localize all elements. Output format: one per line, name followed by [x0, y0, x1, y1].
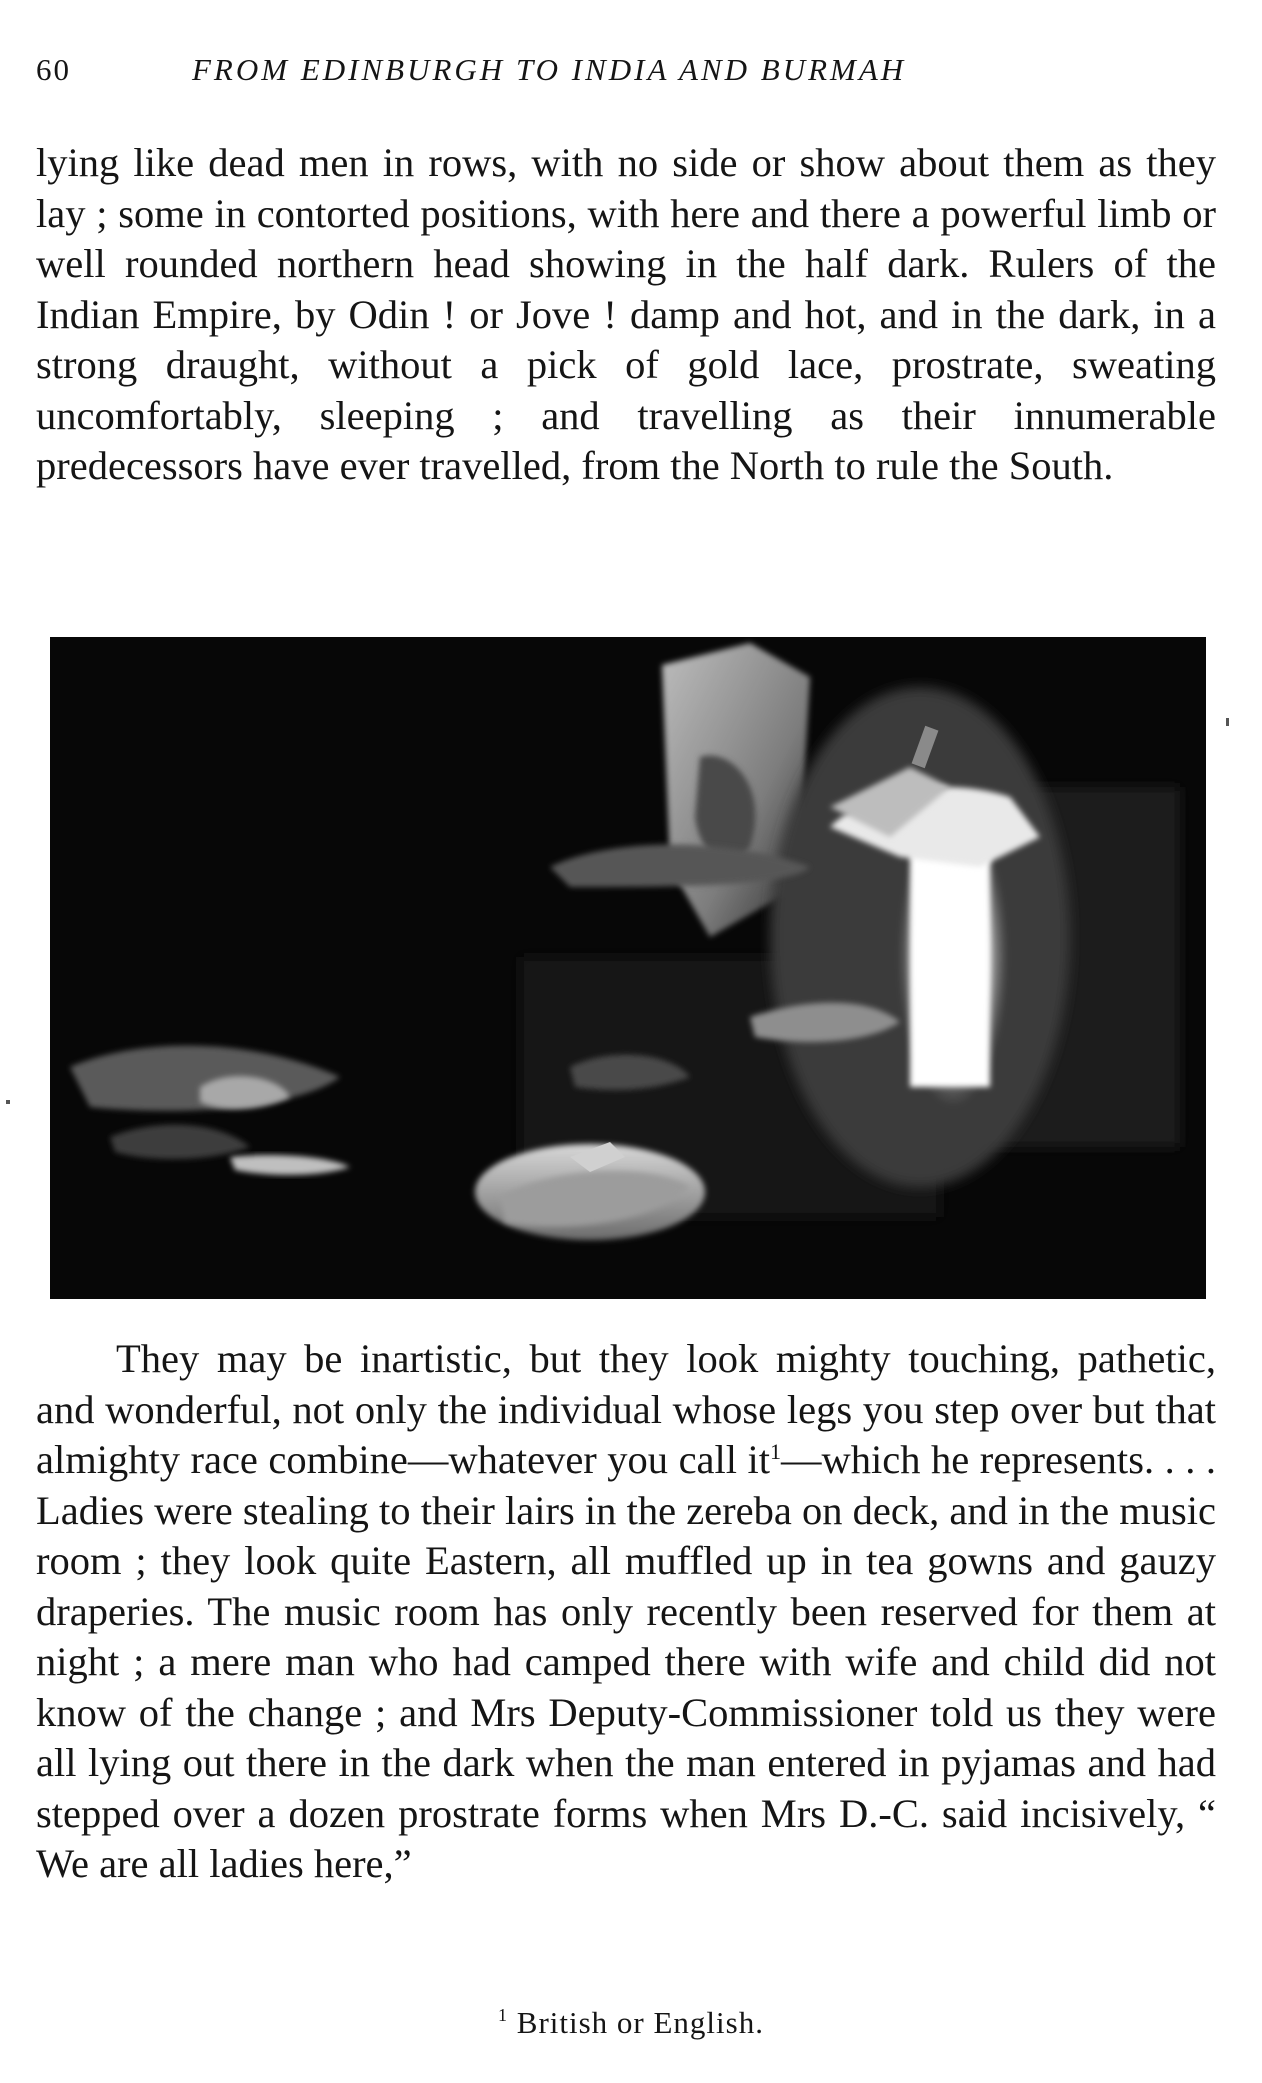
- page-number: 60: [36, 52, 71, 87]
- photograph-sleepers-on-deck: [50, 637, 1206, 1299]
- margin-speck: [6, 1100, 10, 1104]
- paragraph-1: lying like dead men in rows, with no side or show about them as they lay ; some in contorted positions, with here and there a powerful limb or well rounded northern head showing in the half dark. Rulers of the Indian Empire, by Odin ! or Jove ! damp and hot, and in the dark, in a strong draught, without a pick of gold lace, prostrate, sweating uncomfortably, sleeping ; and travelling as their innumerable predecessors have ever travelled, from the North to rule the South.: [36, 140, 1216, 488]
- footnote-mark: 1: [498, 2005, 509, 2025]
- paragraph-2: [36, 1334, 1216, 1890]
- footnote-text: British or English.: [516, 2005, 764, 2040]
- paragraph-2-text-b: —which he represents. . . . Ladies were stealing to their lairs in the zereba on deck, and in the music room ; they look quite Eastern, all muffled up in tea gowns and gauzy draperies. The music room has only recently been reserved for them at night ; a mere man who had camped there with wife and child did not know of the change ; and Mrs Deputy-Commissioner told us they were all lying out there in the dark when the man entered in pyjamas and had stepped over a dozen prostrate forms when Mrs D.-C. said incisively, “ We are all ladies here,”: [36, 1437, 1216, 1886]
- margin-speck: [1226, 718, 1229, 726]
- running-head: FROM EDINBURGH TO INDIA AND BURMAH: [192, 52, 907, 87]
- footnote: [0, 2005, 1262, 2041]
- paragraph-2-text-a: They may be inartistic, but they look mighty touching, pathetic, and wonderful, not only the individual whose legs you step over but that almighty race combine—whatever you call it: [36, 1336, 1216, 1482]
- footnote-reference: 1: [770, 1439, 782, 1464]
- page-header: [36, 52, 1216, 96]
